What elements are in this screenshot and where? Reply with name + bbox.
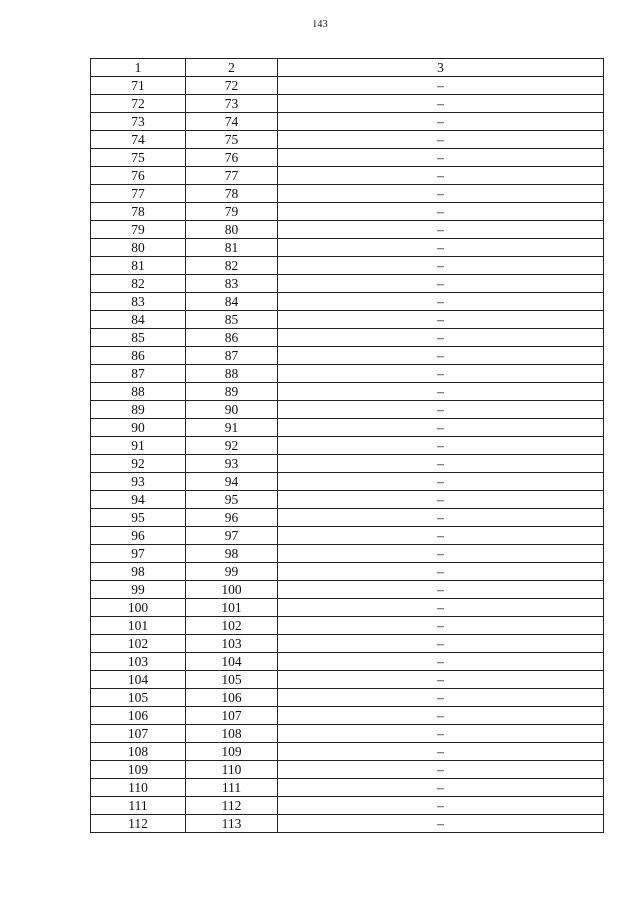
table-cell-col-2: 88: [186, 365, 278, 383]
table-cell-col-2: 82: [186, 257, 278, 275]
table-row: [91, 635, 604, 653]
table-cell-col-2: 80: [186, 221, 278, 239]
table-cell-col-2: 104: [186, 653, 278, 671]
table-row: [91, 131, 604, 149]
table-cell-col-1: 78: [91, 203, 186, 221]
table-cell-col-1: 111: [91, 797, 186, 815]
table-cell-col-2: 113: [186, 815, 278, 833]
table-cell-col-1: 101: [91, 617, 186, 635]
table-cell-col-1: 108: [91, 743, 186, 761]
page-number: 143: [312, 19, 328, 30]
table-cell-col-2: 109: [186, 743, 278, 761]
table-cell-col-3: –: [278, 329, 604, 347]
table-cell-col-2: 93: [186, 455, 278, 473]
table-cell-col-3: –: [278, 77, 604, 95]
table-row: [91, 455, 604, 473]
table-cell-col-3: –: [278, 689, 604, 707]
table-cell-col-1: 93: [91, 473, 186, 491]
table-row: [91, 743, 604, 761]
table-row: [91, 77, 604, 95]
column-header-3: 3: [278, 59, 604, 77]
table-cell-col-3: –: [278, 293, 604, 311]
column-header-1: 1: [91, 59, 186, 77]
table-header-row: [91, 59, 604, 77]
table-cell-col-3: –: [278, 743, 604, 761]
table-cell-col-3: –: [278, 131, 604, 149]
table-cell-col-3: –: [278, 473, 604, 491]
table-cell-col-3: –: [278, 257, 604, 275]
table-cell-col-1: 95: [91, 509, 186, 527]
table-cell-col-3: –: [278, 761, 604, 779]
table-cell-col-1: 107: [91, 725, 186, 743]
table-cell-col-2: 73: [186, 95, 278, 113]
table-cell-col-3: –: [278, 653, 604, 671]
table-cell-col-2: 94: [186, 473, 278, 491]
table-cell-col-1: 98: [91, 563, 186, 581]
table-cell-col-1: 106: [91, 707, 186, 725]
table-row: [91, 149, 604, 167]
table-cell-col-3: –: [278, 563, 604, 581]
table-cell-col-1: 99: [91, 581, 186, 599]
table-cell-col-2: 111: [186, 779, 278, 797]
table-cell-col-3: –: [278, 545, 604, 563]
table-row: [91, 815, 604, 833]
table-cell-col-1: 110: [91, 779, 186, 797]
table-cell-col-3: –: [278, 401, 604, 419]
table-cell-col-2: 107: [186, 707, 278, 725]
table-cell-col-3: –: [278, 671, 604, 689]
table-cell-col-2: 90: [186, 401, 278, 419]
table-row: [91, 707, 604, 725]
table-cell-col-3: –: [278, 815, 604, 833]
table-cell-col-1: 94: [91, 491, 186, 509]
table-row: [91, 95, 604, 113]
table-cell-col-1: 96: [91, 527, 186, 545]
table-body: [91, 77, 604, 833]
table-row: [91, 491, 604, 509]
table-cell-col-2: 105: [186, 671, 278, 689]
table-row: [91, 275, 604, 293]
table-cell-col-3: –: [278, 581, 604, 599]
table-cell-col-2: 76: [186, 149, 278, 167]
table-cell-col-3: –: [278, 437, 604, 455]
table-cell-col-3: –: [278, 383, 604, 401]
table-cell-col-2: 86: [186, 329, 278, 347]
table-cell-col-3: –: [278, 365, 604, 383]
table-cell-col-1: 71: [91, 77, 186, 95]
table-cell-col-2: 99: [186, 563, 278, 581]
table-cell-col-3: –: [278, 797, 604, 815]
table-cell-col-3: –: [278, 239, 604, 257]
table-cell-col-3: –: [278, 779, 604, 797]
table-row: [91, 383, 604, 401]
table-cell-col-3: –: [278, 455, 604, 473]
table-cell-col-2: 106: [186, 689, 278, 707]
table-cell-col-2: 75: [186, 131, 278, 149]
table-cell-col-1: 103: [91, 653, 186, 671]
table-cell-col-1: 83: [91, 293, 186, 311]
table-cell-col-2: 79: [186, 203, 278, 221]
table-cell-col-2: 91: [186, 419, 278, 437]
table-cell-col-2: 101: [186, 599, 278, 617]
table-cell-col-3: –: [278, 527, 604, 545]
table-row: [91, 185, 604, 203]
table-cell-col-1: 105: [91, 689, 186, 707]
table-cell-col-2: 85: [186, 311, 278, 329]
table-cell-col-3: –: [278, 617, 604, 635]
table-cell-col-3: –: [278, 203, 604, 221]
table-cell-col-1: 109: [91, 761, 186, 779]
table-row: [91, 581, 604, 599]
table-row: [91, 257, 604, 275]
table-row: [91, 293, 604, 311]
data-table: [90, 58, 604, 833]
table-row: [91, 671, 604, 689]
table-row: [91, 545, 604, 563]
table-row: [91, 329, 604, 347]
table-cell-col-1: 86: [91, 347, 186, 365]
table-row: [91, 599, 604, 617]
table-cell-col-3: –: [278, 167, 604, 185]
table-cell-col-2: 110: [186, 761, 278, 779]
table-cell-col-3: –: [278, 95, 604, 113]
table-cell-col-2: 89: [186, 383, 278, 401]
table-cell-col-1: 97: [91, 545, 186, 563]
table-cell-col-2: 74: [186, 113, 278, 131]
table-cell-col-1: 72: [91, 95, 186, 113]
table-cell-col-2: 95: [186, 491, 278, 509]
column-header-2: 2: [186, 59, 278, 77]
table-cell-col-2: 92: [186, 437, 278, 455]
table-row: [91, 725, 604, 743]
table-cell-col-1: 74: [91, 131, 186, 149]
table-row: [91, 761, 604, 779]
table-row: [91, 167, 604, 185]
table-cell-col-2: 108: [186, 725, 278, 743]
table-cell-col-2: 84: [186, 293, 278, 311]
table-row: [91, 509, 604, 527]
table-cell-col-3: –: [278, 419, 604, 437]
table-cell-col-1: 104: [91, 671, 186, 689]
table-cell-col-3: –: [278, 509, 604, 527]
table-cell-col-3: –: [278, 725, 604, 743]
table-cell-col-3: –: [278, 311, 604, 329]
table-cell-col-2: 97: [186, 527, 278, 545]
table-row: [91, 347, 604, 365]
table-cell-col-1: 90: [91, 419, 186, 437]
table-cell-col-1: 102: [91, 635, 186, 653]
table-row: [91, 113, 604, 131]
table-row: [91, 203, 604, 221]
table-row: [91, 437, 604, 455]
table-cell-col-2: 78: [186, 185, 278, 203]
table-cell-col-1: 73: [91, 113, 186, 131]
table-cell-col-3: –: [278, 149, 604, 167]
table-cell-col-1: 87: [91, 365, 186, 383]
table-cell-col-3: –: [278, 635, 604, 653]
table-row: [91, 473, 604, 491]
table-cell-col-1: 81: [91, 257, 186, 275]
table-cell-col-1: 89: [91, 401, 186, 419]
table-cell-col-2: 72: [186, 77, 278, 95]
table-cell-col-1: 77: [91, 185, 186, 203]
table-row: [91, 797, 604, 815]
table-cell-col-1: 75: [91, 149, 186, 167]
table-cell-col-1: 82: [91, 275, 186, 293]
table-cell-col-3: –: [278, 491, 604, 509]
table-cell-col-3: –: [278, 347, 604, 365]
table-row: [91, 221, 604, 239]
table-row: [91, 401, 604, 419]
table-cell-col-2: 98: [186, 545, 278, 563]
table-cell-col-1: 85: [91, 329, 186, 347]
table-row: [91, 239, 604, 257]
table-cell-col-2: 87: [186, 347, 278, 365]
table-cell-col-3: –: [278, 707, 604, 725]
table-cell-col-1: 88: [91, 383, 186, 401]
table-cell-col-3: –: [278, 113, 604, 131]
table-row: [91, 365, 604, 383]
table-cell-col-3: –: [278, 221, 604, 239]
table-cell-col-3: –: [278, 275, 604, 293]
table-cell-col-2: 100: [186, 581, 278, 599]
table-row: [91, 527, 604, 545]
table-cell-col-1: 80: [91, 239, 186, 257]
table-cell-col-1: 112: [91, 815, 186, 833]
table-row: [91, 419, 604, 437]
table-cell-col-1: 100: [91, 599, 186, 617]
table-cell-col-3: –: [278, 599, 604, 617]
table-row: [91, 779, 604, 797]
table-cell-col-2: 81: [186, 239, 278, 257]
table-cell-col-2: 83: [186, 275, 278, 293]
table-cell-col-2: 77: [186, 167, 278, 185]
table-cell-col-2: 103: [186, 635, 278, 653]
table-row: [91, 563, 604, 581]
table-cell-col-1: 79: [91, 221, 186, 239]
table-row: [91, 689, 604, 707]
table-cell-col-1: 84: [91, 311, 186, 329]
table-row: [91, 617, 604, 635]
table-cell-col-2: 96: [186, 509, 278, 527]
table-row: [91, 653, 604, 671]
table-cell-col-1: 91: [91, 437, 186, 455]
table-cell-col-2: 102: [186, 617, 278, 635]
table-cell-col-1: 76: [91, 167, 186, 185]
table-cell-col-3: –: [278, 185, 604, 203]
table-row: [91, 311, 604, 329]
table-cell-col-1: 92: [91, 455, 186, 473]
table-cell-col-2: 112: [186, 797, 278, 815]
